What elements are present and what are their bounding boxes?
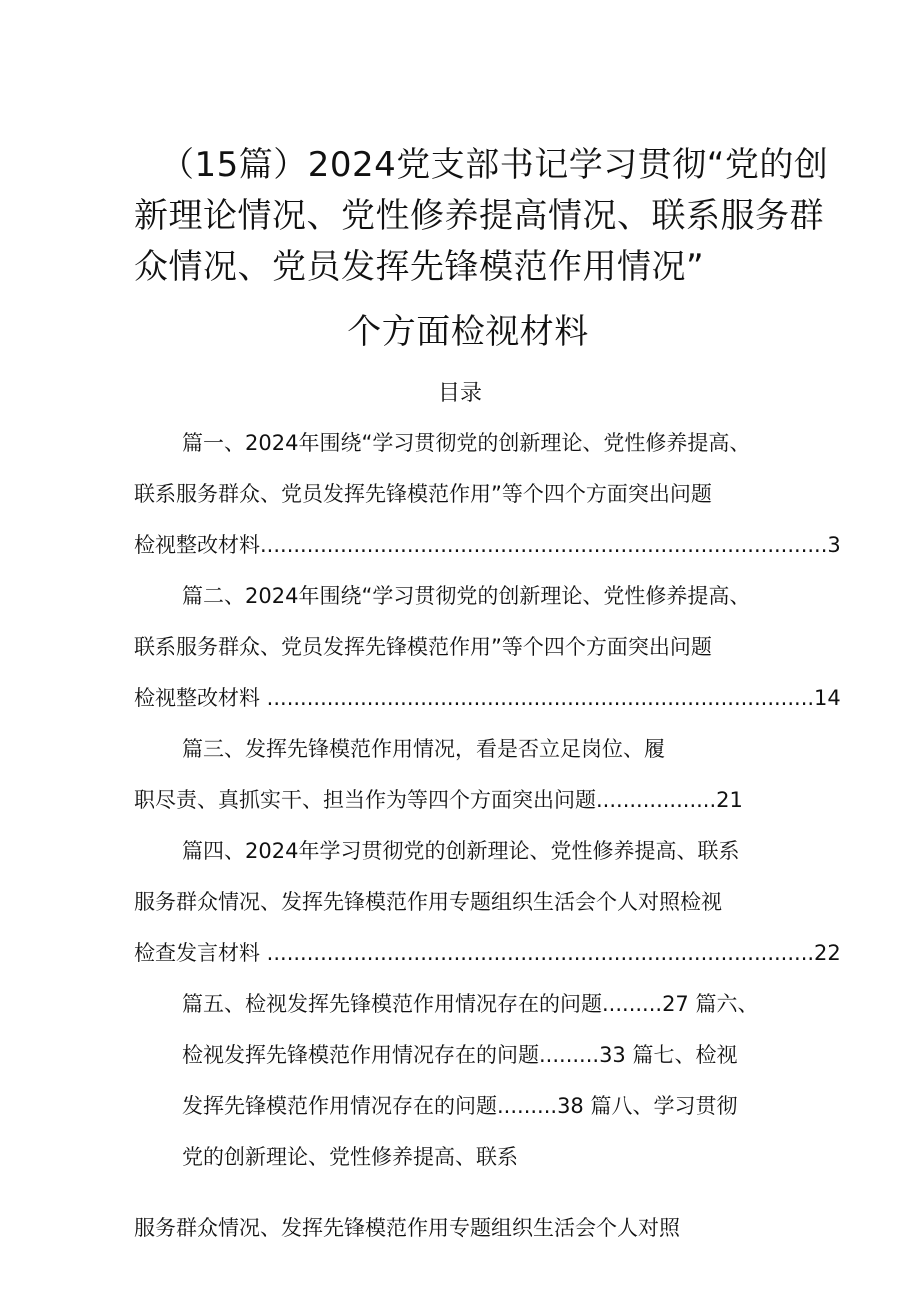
toc-entry-5-line[interactable]: 篇五、检视发挥先锋模范作用情况存在的问题.........27 篇六、	[182, 992, 759, 1016]
toc-entry-4-line-1[interactable]: 篇四、2024年学习贯彻党的创新理论、党性修养提高、联系	[182, 839, 740, 863]
toc-entry-8-line-2[interactable]: 服务群众情况、发挥先锋模范作用专题组织生活会个人对照	[134, 1216, 680, 1240]
paragraph-gap	[134, 1183, 794, 1203]
document-title	[134, 140, 829, 358]
toc-entry-3-line-2[interactable]: 职尽责、真抓实干、担当作为等四个方面突出问题..................21	[134, 788, 743, 812]
toc-entry-4-line-3[interactable]: 检查发言材料 ..................................................................................22	[134, 941, 841, 965]
title-line-3: 众情况、党员发挥先锋模范作用情况”	[134, 247, 705, 287]
toc-entry-3-line-1[interactable]: 篇三、发挥先锋模范作用情况，看是否立足岗位、履	[182, 737, 665, 761]
title-line-2: 新理论情况、党性修养提高情况、联系服务群	[134, 196, 824, 236]
toc-entry-1-line-3[interactable]: 检视整改材料.....................................................................................3	[134, 533, 841, 557]
title-line-1: （15篇）2024党支部书记学习贯彻“党的创	[160, 145, 829, 185]
toc-entry-6-line[interactable]: 检视发挥先锋模范作用情况存在的问题.........33 篇七、检视	[182, 1043, 738, 1067]
toc-entry-1-line-1[interactable]: 篇一、2024年围绕“学习贯彻党的创新理论、党性修养提高、	[182, 431, 751, 455]
toc-heading: 目录	[437, 381, 482, 406]
title-line-4: 个方面检视材料	[347, 312, 589, 352]
toc-entry-2-line-3[interactable]: 检视整改材料 ..................................................................................14	[134, 686, 841, 710]
toc-entry-7-line[interactable]: 发挥先锋模范作用情况存在的问题.........38 篇八、学习贯彻	[182, 1094, 738, 1118]
toc-entry-4-line-2[interactable]: 服务群众情况、发挥先锋模范作用专题组织生活会个人对照检视	[134, 890, 722, 914]
toc-entry-1-line-2[interactable]: 联系服务群众、党员发挥先锋模范作用”等个四个方面突出问题	[134, 482, 712, 506]
toc-entry-2-line-1[interactable]: 篇二、2024年围绕“学习贯彻党的创新理论、党性修养提高、	[182, 584, 751, 608]
table-of-contents	[134, 418, 841, 1254]
toc-entry-8-line-1[interactable]: 党的创新理论、党性修养提高、联系	[182, 1145, 518, 1169]
toc-entry-2-line-2[interactable]: 联系服务群众、党员发挥先锋模范作用”等个四个方面突出问题	[134, 635, 712, 659]
